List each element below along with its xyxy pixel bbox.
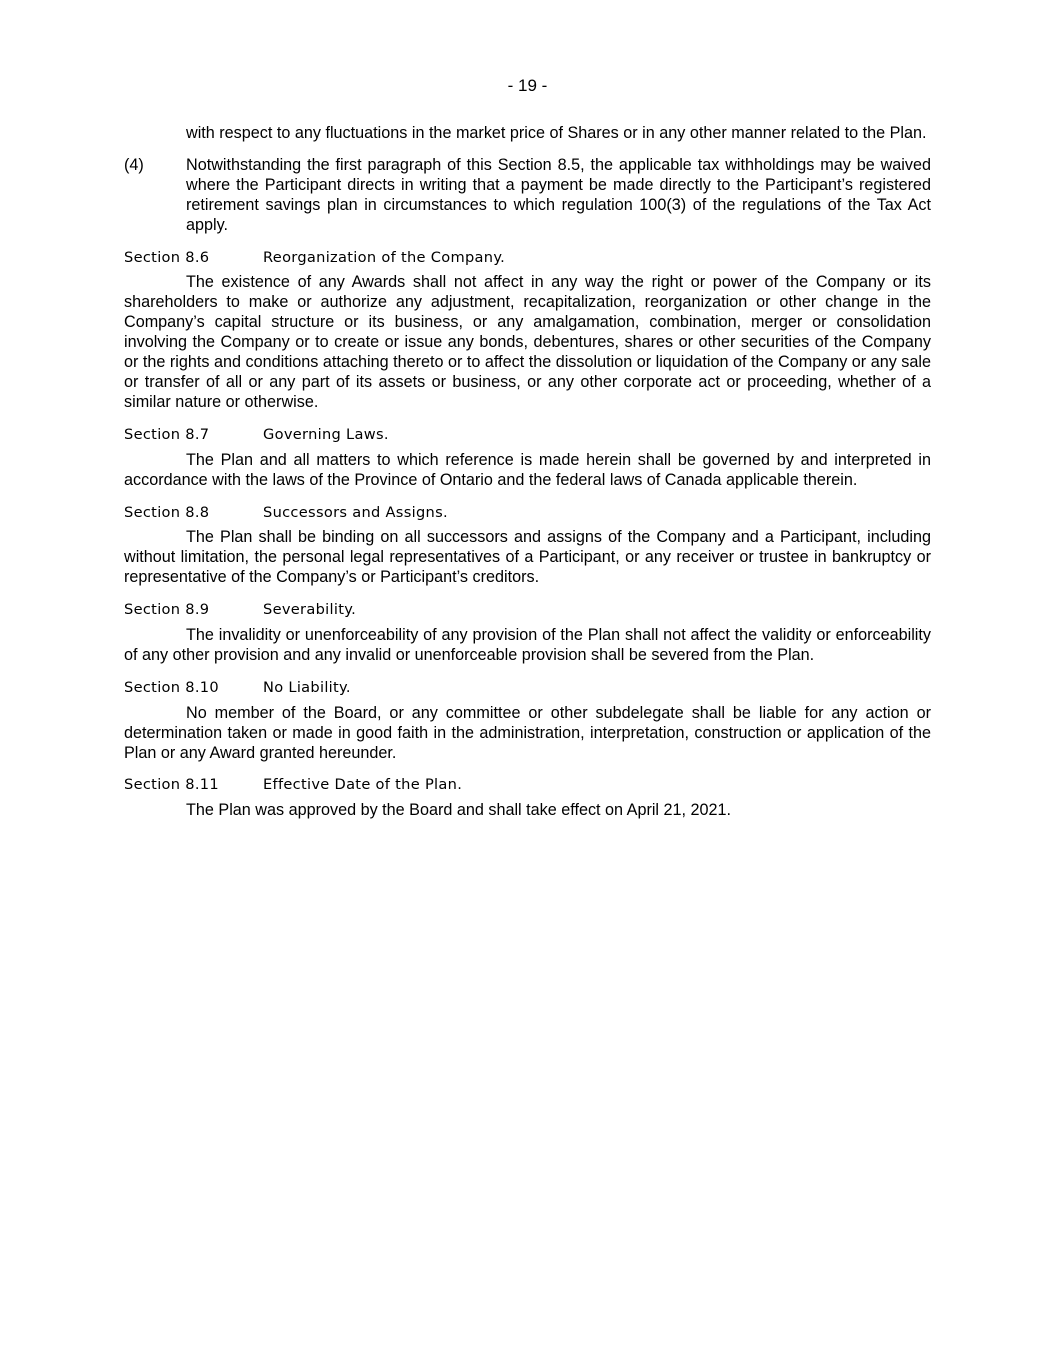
section-number: Section 8.11	[124, 776, 219, 794]
section-heading	[124, 503, 931, 523]
section-body: No member of the Board, or any committee or other subdelegate shall be liable for any action or determination taken or made in good faith in the administration, interpretation, construction or application of the Plan or any Award granted hereunder.	[124, 703, 931, 762]
numbered-item-4	[124, 156, 931, 236]
item-text: Notwithstanding the first paragraph of this Section 8.5, the applicable tax withholdings may be waived where the Participant directs in writing that a payment be made directly to the Participant’s registered retirement savings plan in circumstances to which regulation 100(3) of the regulations of the Tax Act apply.	[186, 155, 931, 234]
section-heading	[124, 425, 931, 445]
section-title: Severability.	[263, 601, 357, 619]
section-8-7	[124, 425, 931, 491]
section-heading	[124, 775, 931, 795]
item-number: (4)	[124, 155, 144, 174]
section-title: Reorganization of the Company.	[263, 248, 506, 266]
section-body: The Plan and all matters to which reference is made herein shall be governed by and interpreted in accordance with the laws of the Province of Ontario and the federal laws of Canada applicable therein.	[124, 450, 931, 489]
section-number: Section 8.8	[124, 503, 210, 521]
section-body: The existence of any Awards shall not affect in any way the right or power of the Company or its shareholders to make or authorize any adjustment, recapitalization, reorganization or other change in the Company’s capital structure or its business, or any amalgamation, combination, merger or consolidation involving the Company or to create or issue any bonds, debentures, shares or other securities of the Company or the rights and conditions attaching thereto or to affect the dissolution or liquidation of the Company or any sale or transfer of all or any part of its assets or business, or any other corporate act or proceeding, whether of a similar nature or otherwise.	[124, 273, 931, 411]
section-title: No Liability.	[263, 678, 351, 696]
section-number: Section 8.7	[124, 425, 210, 443]
section-8-9	[124, 600, 931, 666]
section-title: Effective Date of the Plan.	[263, 776, 463, 794]
continuation-paragraph: with respect to any fluctuations in the market price of Shares or in any other manner related to the Plan.	[186, 124, 927, 142]
section-title: Governing Laws.	[263, 425, 389, 443]
section-8-6	[124, 248, 931, 413]
section-heading	[124, 600, 931, 620]
section-8-10	[124, 678, 931, 764]
section-body: The Plan shall be binding on all successors and assigns of the Company and a Participant, including without limitation, the personal legal representatives of a Participant, or any receiver or trustee in bankruptcy or representative of the Company’s or Participant’s creditors.	[124, 528, 931, 587]
section-number: Section 8.10	[124, 678, 219, 696]
section-title: Successors and Assigns.	[263, 503, 448, 521]
section-body: The Plan was approved by the Board and shall take effect on April 21, 2021.	[186, 801, 732, 820]
section-8-11	[124, 775, 931, 821]
section-heading	[124, 248, 931, 268]
section-number: Section 8.6	[124, 248, 210, 266]
section-heading	[124, 678, 931, 698]
section-8-8	[124, 503, 931, 589]
section-number: Section 8.9	[124, 601, 210, 619]
page-number: - 19 -	[507, 76, 548, 95]
section-body: The invalidity or unenforceability of any provision of the Plan shall not affect the validity or enforceability of any other provision and any invalid or unenforceable provision shall be severed from the Plan.	[124, 626, 931, 664]
document-body	[124, 124, 931, 821]
